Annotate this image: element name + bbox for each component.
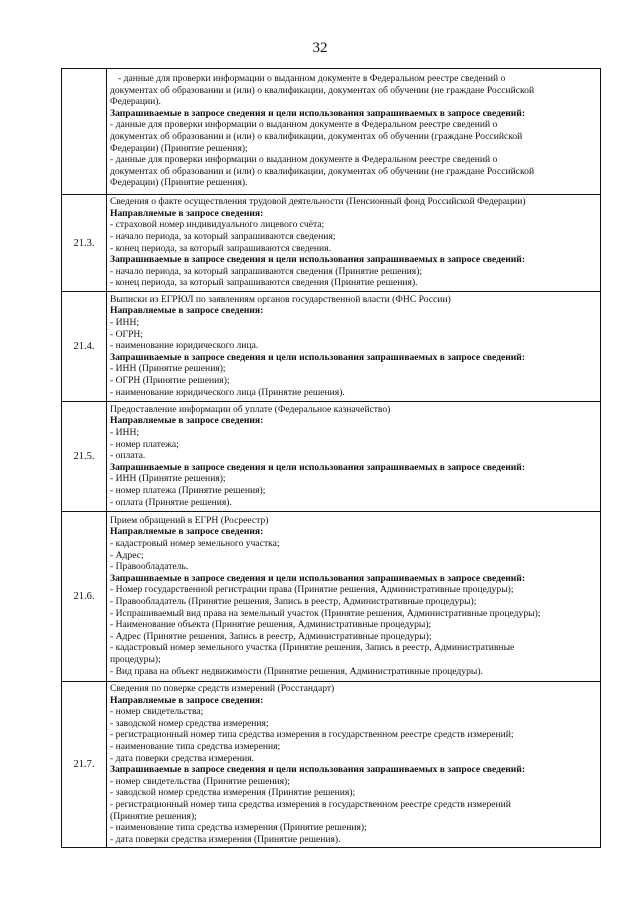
section-heading: Запрашиваемые в запросе сведения и цели использования запрашиваемых в запросе сведений:: [110, 351, 526, 363]
content-line: - наименование типа средства измерения (Принятие решения);: [110, 822, 367, 834]
content-line: Федерации) (Принятие решения);: [110, 142, 248, 154]
content-line: - Наименование объекта (Принятие решения, Административные процедуры);: [110, 619, 432, 631]
content-line: - ОГРН (Принятие решения);: [110, 374, 230, 386]
page-number: 32: [312, 40, 328, 56]
row-number: 21.3.: [62, 195, 107, 292]
content-line: Выписки из ЕГРЮЛ по заявлениям органов государственной власти (ФНС России): [110, 293, 451, 305]
content-line: Федерации) (Принятие решения).: [110, 177, 248, 189]
content-line: Предоставление информации об уплате (Федеральное казначейство): [110, 403, 391, 415]
section-heading: Направляемые в запросе сведения:: [110, 305, 264, 317]
content-line: - начало периода, за который запрашиваются сведения;: [110, 230, 336, 242]
row-number: 21.7.: [62, 682, 107, 848]
row-number: [62, 69, 107, 195]
content-line: - конец периода, за который запрашиваются сведения.: [110, 242, 331, 254]
table-row: [62, 195, 601, 292]
content-line: Сведения о факте осуществления трудовой деятельности (Пенсионный фонд Российской Федерации): [110, 196, 526, 208]
section-heading: Запрашиваемые в запросе сведения и цели использования запрашиваемых в запросе сведений:: [110, 107, 526, 119]
section-heading: Направляемые в запросе сведения:: [110, 694, 264, 706]
content-line: - номер свидетельства;: [110, 706, 204, 718]
content-line: - заводской номер средства измерения;: [110, 717, 269, 729]
content-line: - номер платежа;: [110, 438, 179, 450]
content-line: - наименование юридического лица.: [110, 340, 259, 352]
table-body: [62, 69, 601, 848]
content-line: - данные для проверки информации о выданном документе в Федеральном реестре сведений о: [110, 154, 498, 166]
content-line: - Адрес;: [110, 549, 144, 561]
content-line: Сведения по поверке средств измерений (Росстандарт): [110, 683, 335, 694]
row-number: 21.6.: [62, 512, 107, 682]
row-content: [107, 292, 601, 402]
content-line: - данные для проверки информации о выданном документе в Федеральном реестре сведений о: [110, 119, 498, 131]
table-row: [62, 292, 601, 402]
content-line: - кадастровый номер земельного участка;: [110, 538, 280, 550]
content-line: - номер платежа (Принятие решения);: [110, 484, 266, 496]
section-heading: Запрашиваемые в запросе сведения и цели использования запрашиваемых в запросе сведений:: [110, 461, 526, 473]
content-line: - номер свидетельства (Принятие решения);: [110, 775, 290, 787]
content-line: - кадастровый номер земельного участка (Принятие решения, Запись в реестр, Административные: [110, 642, 515, 654]
content-line: - оплата (Принятие решения).: [110, 496, 232, 508]
table-row: [62, 402, 601, 512]
content-line: - Правообладатель (Принятие решения, Запись в реестр, Административные процедуры);: [110, 596, 477, 607]
content-line: Федерации).: [110, 96, 161, 108]
row-content: [107, 682, 601, 848]
row-number: 21.5.: [62, 402, 107, 512]
content-line: - ОГРН;: [110, 328, 143, 340]
row-number: 21.4.: [62, 292, 107, 402]
requests-table: [61, 68, 601, 848]
content-line: - Номер государственной регистрации права (Принятие решения, Административные процедуры);: [110, 584, 514, 596]
content-line: - конец периода, за который запрашиваются сведения (Принятие решения).: [110, 277, 418, 289]
content-line: документах об образовании и (или) о квалификации, документах об обучении (не граждане Российской: [110, 84, 535, 96]
content-line: - заводской номер средства измерения (Принятие решения);: [110, 787, 356, 799]
content-line: - наименование юридического лица (Принятие решения).: [110, 386, 345, 398]
content-line: (Принятие решения);: [110, 810, 197, 822]
content-line: - начало периода, за который запрашиваются сведения (Принятие решения);: [110, 265, 423, 277]
content-line: - страховой номер индивидуального лицевого счёта;: [110, 219, 325, 231]
table-row: [62, 682, 601, 848]
content-line: документах об образовании и (или) о квалификации, документах об обучении (не граждане Российской: [110, 165, 535, 177]
content-line: - данные для проверки информации о выданном документе в Федеральном реестре сведений о: [118, 73, 506, 85]
content-line: процедуры);: [110, 653, 161, 665]
content-line: - регистрационный номер типа средства измерения в государственном реестре средств измерений;: [110, 729, 514, 741]
section-heading: Направляемые в запросе сведения:: [110, 207, 264, 219]
row-content: [107, 69, 601, 195]
content-line: - наименование типа средства измерения;: [110, 740, 281, 752]
section-heading: Запрашиваемые в запросе сведения и цели использования запрашиваемых в запросе сведений:: [110, 764, 526, 776]
content-line: Прием обращений в ЕГРН (Росреестр): [110, 514, 269, 526]
content-line: - Вид права на объект недвижимости (Принятие решения, Административные процедуры).: [110, 665, 483, 677]
section-heading: Направляемые в запросе сведения:: [110, 415, 264, 427]
content-line: - дата поверки средства измерения (Принятие решения).: [110, 833, 341, 845]
table-row: [62, 512, 601, 682]
content-line: - Адрес (Принятие решения, Запись в реестр, Административные процедуры);: [110, 630, 432, 642]
row-content: [107, 512, 601, 682]
table-row: [62, 69, 601, 195]
section-heading: Запрашиваемые в запросе сведения и цели использования запрашиваемых в запросе сведений:: [110, 254, 526, 266]
row-content: [107, 402, 601, 512]
content-line: - ИНН;: [110, 317, 140, 329]
content-line: - оплата.: [110, 450, 146, 462]
content-line: - ИНН (Принятие решения);: [110, 363, 226, 375]
content-line: документах об образовании и (или) о квалификации, документах об обучении (граждане Российской: [110, 131, 523, 142]
section-heading: Направляемые в запросе сведения:: [110, 526, 264, 538]
content-line: - ИНН (Принятие решения);: [110, 473, 226, 485]
content-line: - Испрашиваемый вид права на земельный участок (Принятие решения, Административные процедуры);: [110, 607, 541, 619]
row-content: [107, 195, 601, 292]
content-line: - Правообладатель.: [110, 561, 189, 573]
content-line: - регистрационный номер типа средства измерения в государственном реестре средств измерений: [110, 798, 511, 810]
section-heading: Запрашиваемые в запросе сведения и цели использования запрашиваемых в запросе сведений:: [110, 572, 526, 584]
content-line: - ИНН;: [110, 427, 140, 439]
content-line: - дата поверки средства измерения.: [110, 752, 254, 764]
